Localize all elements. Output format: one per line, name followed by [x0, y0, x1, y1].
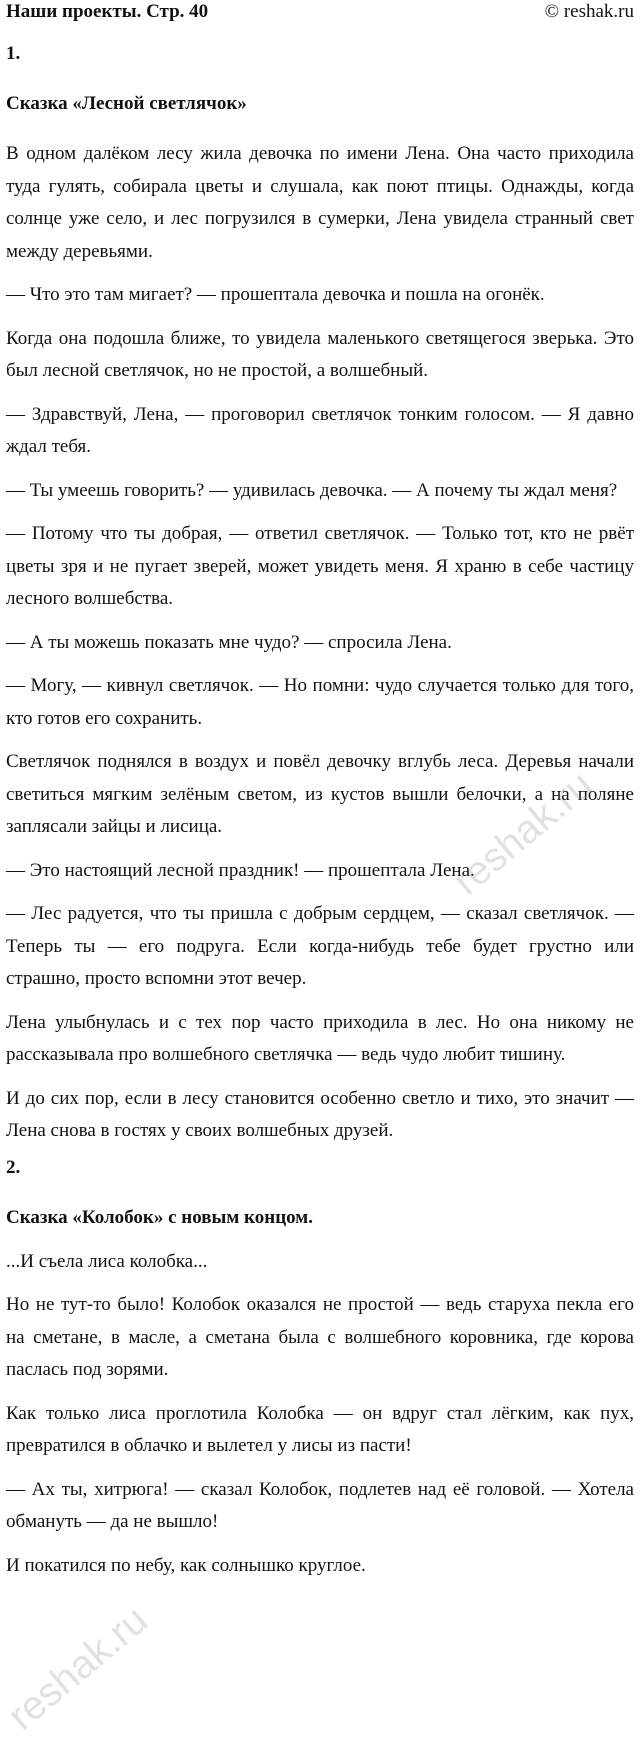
- paragraph: Лена улыбнулась и с тех пор часто приходила в лес. Но она никому не рассказывала про волшебного светлячка — ведь чудо любит тишину.: [6, 1011, 634, 1065]
- paragraph: В одном далёком лесу жила девочка по имени Лена. Она часто приходила туда гулять, собирала цветы и слушала, как поют птицы. Однажды, когда солнце уже село, и лес погрузился в сумерки, Лена увидела странный свет между деревьями.: [6, 143, 634, 262]
- paragraph: Когда она подошла ближе, то увидела маленького светящегося зверька. Это был лесной светлячок, но не простой, а волшебный.: [6, 327, 634, 381]
- paragraph: Светлячок поднялся в воздух и повёл девочку вглубь леса. Деревья начали светиться мягким зелёным светом, из кустов вышли белочки, а на поляне заплясали зайцы и лисица.: [6, 751, 634, 837]
- paragraph: — Ты умеешь говорить? — удивилась девочка. — А почему ты ждал меня?: [6, 479, 618, 501]
- section-body-1: [6, 138, 634, 1148]
- paragraph: — Что это там мигает? — прошептала девочка и пошла на огонёк.: [6, 284, 545, 305]
- page-header: [6, 0, 634, 24]
- paragraph: Но не тут-то было! Колобок оказался не простой — ведь старуха пекла его на сметане, в масле, а сметана была с волшебного коровника, где корова паслась под зорями.: [6, 1294, 634, 1380]
- section-number-2: 2.: [6, 1156, 21, 1178]
- paragraph: — Ах ты, хитрюга! — сказал Колобок, подлетев над её головой. — Хотела обмануть — да не вышло!: [6, 1478, 634, 1532]
- watermark: reshak.ru: [445, 762, 602, 904]
- paragraph: Как только лиса проглотила Колобка — он вдруг стал лёгким, как пух, превратился в облачко и вылетел у лисы из пасти!: [6, 1402, 634, 1456]
- section-heading-1: Сказка «Лесной светлячок»: [6, 93, 247, 114]
- paragraph: — Могу, — кивнул светлячок. — Но помни: чудо случается только для того, кто готов его сохранить.: [6, 675, 634, 729]
- paragraph: И покатился по небу, как солнышко круглое.: [6, 1554, 366, 1576]
- watermark: reshak.ru: [0, 1597, 157, 1739]
- paragraph: — А ты можешь показать мне чудо? — спросила Лена.: [6, 631, 452, 653]
- section-number-1: 1.: [6, 43, 21, 64]
- paragraph: И до сих пор, если в лесу становится особенно светло и тихо, это значит — Лена снова в гостях у своих волшебных друзей.: [6, 1087, 634, 1141]
- paragraph: — Здравствуй, Лена, — проговорил светлячок тонким голосом. — Я давно ждал тебя.: [6, 403, 634, 457]
- paragraph: — Лес радуется, что ты пришла с добрым сердцем, — сказал светлячок. — Теперь ты — его подруга. Если когда-нибудь тебе будет грустно или страшно, просто вспомни этот вечер.: [6, 903, 634, 989]
- page-title: Наши проекты. Стр. 40: [6, 1, 209, 22]
- paragraph: ...И съела лиса колобка...: [6, 1250, 208, 1272]
- paragraph: — Это настоящий лесной праздник! — прошептала Лена.: [6, 859, 475, 881]
- section-body-2: [6, 1246, 634, 1583]
- section-heading-2: Сказка «Колобок» с новым концом.: [6, 1206, 313, 1228]
- site-label: © reshak.ru: [544, 1, 634, 22]
- paragraph: — Потому что ты добрая, — ответил светлячок. — Только тот, кто не рвёт цветы зря и не пугает зверей, может увидеть меня. Я храню в себе частицу лесного волшебства.: [6, 523, 634, 609]
